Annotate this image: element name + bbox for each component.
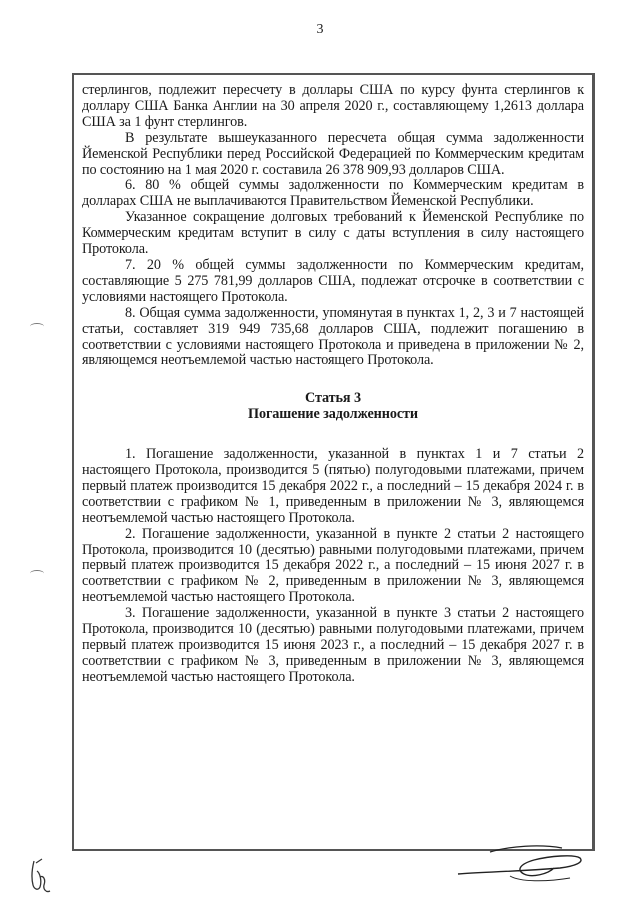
margin-mark (30, 570, 44, 577)
paragraph: 3. Погашение задолженности, указанной в пункте 3 статьи 2 настоящего Протокола, производится 10 (десятью) равными полугодовыми платежами, причем первый платеж производится 15 июня 2023 г., а последний – 15 декабря 2027 г. в соответствии с графиком № 3, приведенным в приложении № 3, являющемся неотъемлемой частью настоящего Протокола. (82, 605, 584, 685)
paragraph: 1. Погашение задолженности, указанной в пунктах 1 и 7 статьи 2 настоящего Протокола, производится 5 (пятью) полугодовыми платежами, причем первый платеж производится 15 декабря 2022 г., а последний – 15 декабря 2024 г. в соответствии с графиком № 1, приведенным в приложении № 3, являющемся неотъемлемой частью настоящего Протокола. (82, 446, 584, 526)
paragraph: 6. 80 % общей суммы задолженности по Коммерческим кредитам в долларах США не выплачиваются Правительством Йеменской Республики. (82, 177, 584, 210)
initials-signature-icon (28, 855, 54, 897)
document-body (82, 83, 584, 841)
document-frame (72, 73, 595, 851)
page-number: 3 (316, 22, 324, 37)
margin-mark (30, 323, 44, 330)
paragraph: 2. Погашение задолженности, указанной в пункте 2 статьи 2 настоящего Протокола, производится 10 (десятью) равными полугодовыми платежами, причем первый платеж производится 15 декабря 2022 г., а последний – 15 июня 2027 г. в соответствии с графиком № 2, приведенным в приложении № 3, являющемся неотъемлемой частью настоящего Протокола. (82, 525, 584, 606)
signature-icon (450, 838, 590, 888)
paragraph: Указанное сокращение долговых требований к Йеменской Республике по Коммерческим кредитам вступит в силу с даты вступления в силу настоящего Протокола. (82, 209, 584, 258)
paragraph: 7. 20 % общей суммы задолженности по Коммерческим кредитам, составляющие 5 275 781,99 долларов США, подлежат отсрочке в соответствии с условиями настоящего Протокола. (82, 256, 584, 305)
paragraph: В результате вышеуказанного пересчета общая сумма задолженности Йеменской Республики перед Российской Федерацией по Коммерческим кредитам по состоянию на 1 мая 2020 г. составила 26 378 909,93 долларов США. (82, 129, 584, 178)
article-title: Погашение задолженности (248, 406, 418, 423)
paragraph: стерлингов, подлежит пересчету в доллары США по курсу фунта стерлингов к доллару США Банка Англии на 30 апреля 2020 г., составляющему 1,2613 доллара США за 1 фунт стерлингов. (82, 82, 584, 130)
article-number: Статья 3 (305, 390, 361, 407)
paragraph: 8. Общая сумма задолженности, упомянутая в пунктах 1, 2, 3 и 7 настоящей статьи, составляет 319 949 735,68 долларов США, подлежит погашению в соответствии с условиями настоящего Протокола и приведена в приложении № 2, являющемся неотъемлемой частью настоящего Протокола. (82, 304, 584, 369)
